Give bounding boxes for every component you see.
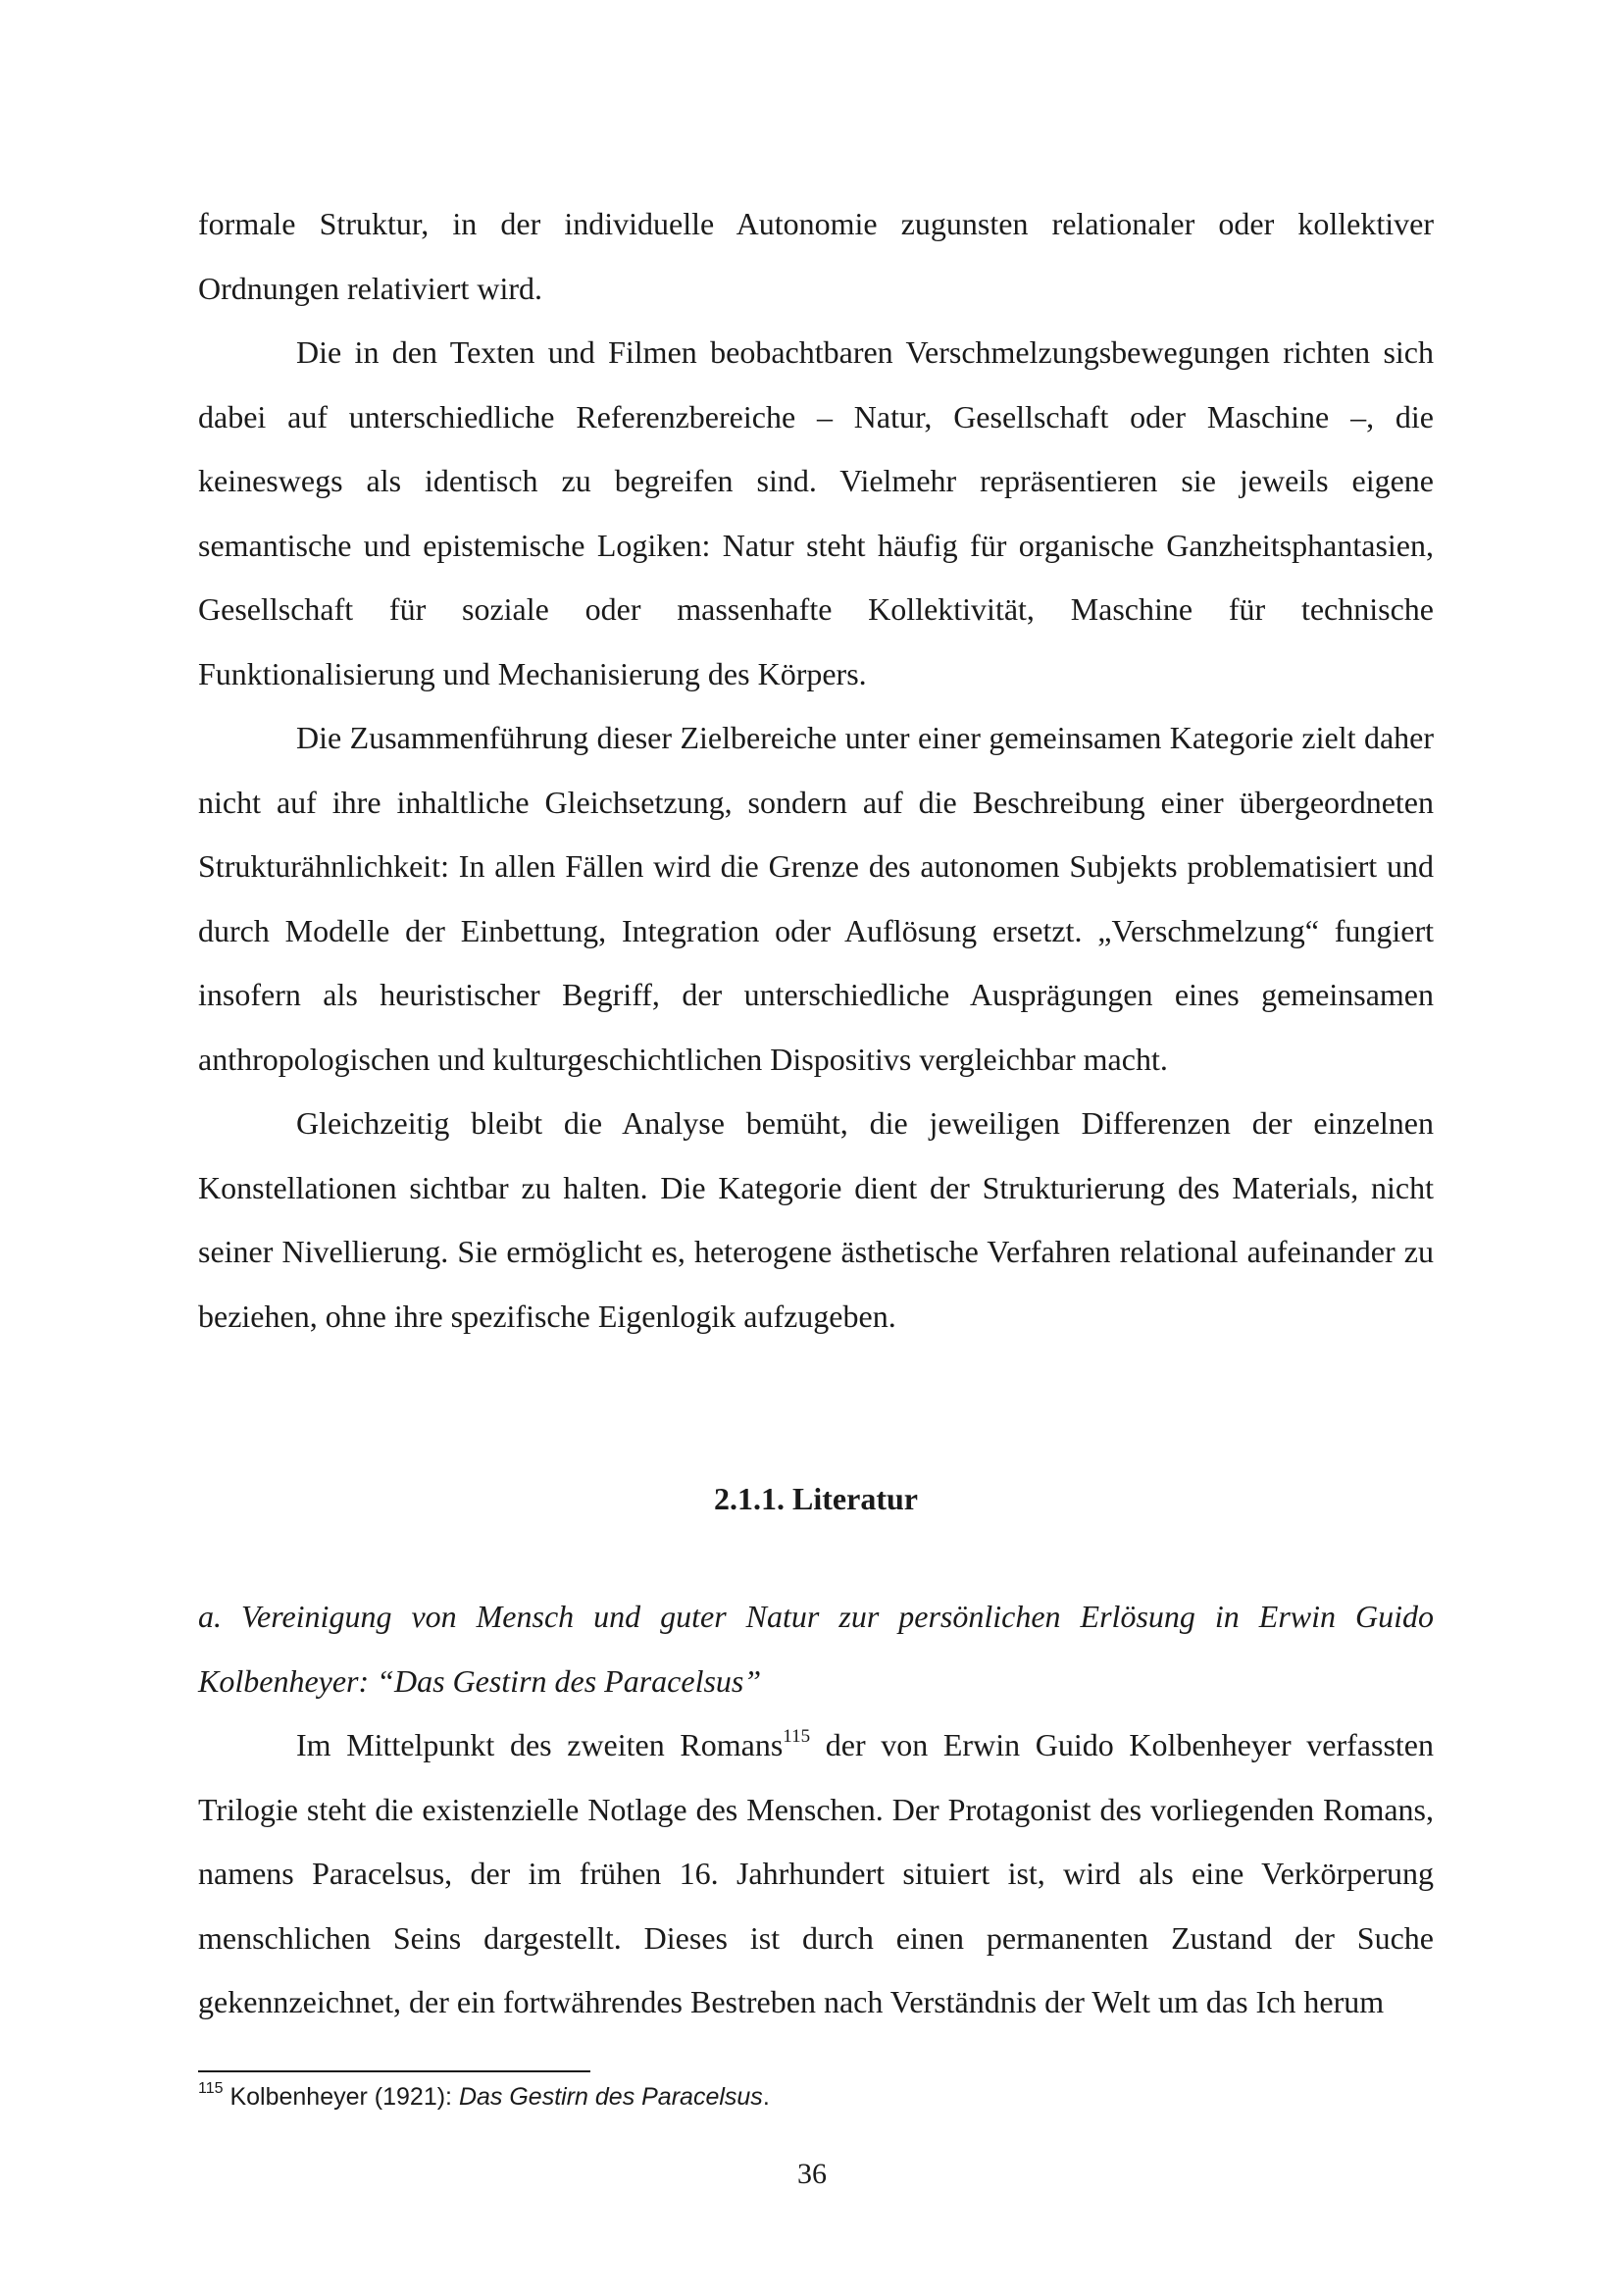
footnote-divider xyxy=(198,2070,590,2072)
subsection-heading: a. Vereinigung von Mensch und guter Natur zur persönlichen Erlösung in Erwin Guido Kolbenheyer: “Das Gestirn des Paracelsus” xyxy=(198,1599,1434,1699)
paragraph-continuation: formale Struktur, in der individuelle Autonomie zugunsten relationaler oder kollektiver Ordnungen relativiert wird. xyxy=(198,206,1434,306)
footnote-title: Das Gestirn des Paracelsus xyxy=(458,2083,763,2111)
footnote-number: 115 xyxy=(198,2079,224,2097)
paragraph-differences: Gleichzeitig bleibt die Analyse bemüht, die jeweiligen Differenzen der einzelnen Konstellationen sichtbar zu halten. Die Kategorie dient der Strukturierung des Materials, nicht seiner Nivellierung. Sie ermöglicht es, heterogene ästhetische Verfahren relational aufeinander zu beziehen, ohne ihre spezifische Eigenlogik aufzugeben. xyxy=(198,1105,1434,1334)
section-heading: 2.1.1. Literatur xyxy=(714,1481,918,1516)
paragraph-category-merging: Die Zusammenführung dieser Zielbereiche unter einer gemeinsamen Kategorie zielt daher nicht auf ihre inhaltliche Gleichsetzung, sondern auf die Beschreibung einer übergeordneten Strukturähnlichkeit: In allen Fällen wird die Grenze des autonomen Subjekts problematisiert und durch Modelle der Einbettung, Integration oder Auflösung ersetzt. „Verschmelzung“ fungiert insofern als heuristischer Begriff, der unterschiedliche Ausprägungen eines gemeinsamen anthropologischen und kulturgeschichtlichen Dispositivs vergleichbar macht. xyxy=(198,720,1434,1077)
body-text-start: Im Mittelpunkt des zweiten Romans xyxy=(296,1727,784,1762)
section-body xyxy=(198,1713,1434,2035)
paragraph-reference-domains: Die in den Texten und Filmen beobachtbaren Verschmelzungsbewegungen richten sich dabei auf unterschiedliche Referenzbereiche – Natur, Gesellschaft oder Maschine –, die keineswegs als identisch zu begreifen sind. Vielmehr repräsentieren sie jeweils eigene semantische und epistemische Logiken: Natur steht häufig für organische Ganzheitsphantasien, Gesellschaft für soziale oder massenhafte Kollektivität, Maschine für technische Funktionalisierung und Mechanisierung des Körpers. xyxy=(198,334,1434,691)
body-text-rest: der von Erwin Guido Kolbenheyer verfassten Trilogie steht die existenzielle Notlage des Menschen. Der Protagonist des vorliegenden Romans, namens Paracelsus, der im frühen 16. Jahrhundert situiert ist, wird als eine Verkörperung menschlichen Seins dargestellt. Dieses ist durch einen permanenten Zustand der Suche gekennzeichnet, der ein fortwährendes Bestreben nach Verständnis der Welt um das Ich herum xyxy=(198,1727,1435,2019)
footnote-author: Kolbenheyer (1921): xyxy=(223,2083,459,2111)
footnote-end: . xyxy=(762,2083,770,2111)
page-body xyxy=(198,192,1435,2019)
page-number: 36 xyxy=(797,2158,827,2190)
footnote-reference[interactable]: 115 xyxy=(783,1726,811,1748)
footnote xyxy=(198,2081,770,2113)
paragraph-paracelsus xyxy=(198,1713,1434,2035)
